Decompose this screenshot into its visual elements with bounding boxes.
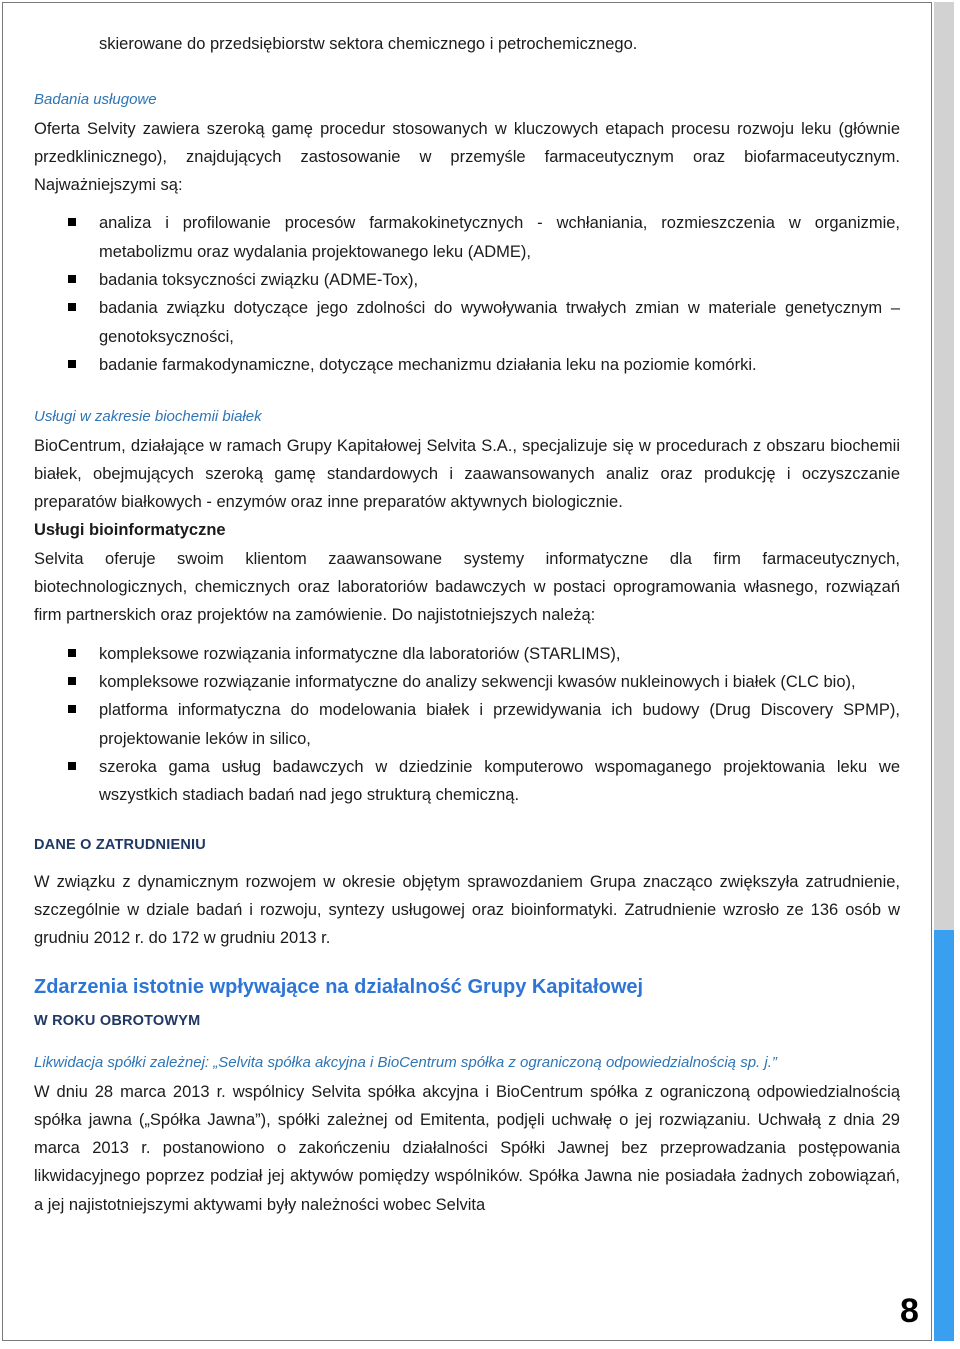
document-body	[34, 30, 900, 1219]
bullet-square-icon	[68, 677, 76, 685]
biochemia-title: Usługi w zakresie biochemii białek	[34, 408, 262, 426]
list-item: badania związku dotyczące jego zdolności do wywoływania trwałych zmian w materiale genetycznym – genotoksyczności,	[34, 294, 900, 351]
likwidacja-title: Likwidacja spółki zależnej: „Selvita spółka akcyjna i BioCentrum spółka z ograniczoną odpowiedzialnością sp. j.”	[34, 1054, 777, 1072]
bullet-square-icon	[68, 218, 76, 226]
badania-paragraph: Oferta Selvity zawiera szeroką gamę procedur stosowanych w kluczowych etapach procesu rozwoju leku (głównie przedklinicznego), znajdujących zastosowanie w przemyśle farmaceutycznym oraz biofarmaceutycznym. Najważniejszymi są:	[34, 119, 900, 195]
bioinformatyka-list	[34, 640, 900, 810]
bullet-square-icon	[68, 762, 76, 770]
bioinformatyka-paragraph: Selvita oferuje swoim klientom zaawansowane systemy informatyczne dla firm farmaceutycznych, biotechnologicznych, chemicznych oraz laboratoriów badawczych w postaci oprogramowania własnego, rozwiązań firm partnerskich oraz projektów na zamówienie. Do najistotniejszych należą:	[34, 549, 900, 625]
badania-list	[34, 209, 900, 379]
list-item: badanie farmakodynamiczne, dotyczące mechanizmu działania leku na poziomie komórki.	[34, 351, 900, 379]
zdarzenia-paragraph: W dniu 28 marca 2013 r. wspólnicy Selvita spółka akcyjna i BioCentrum spółka z ograniczoną odpowiedzialnością spółka jawna („Spółka Jawna”), spółki zależnej od Emitenta, podjęli uchwałę o jej rozwiązaniu. Uchwałą z dnia 29 marca 2013 r. postanowiono o zakończeniu działalności Spółki Jawnej bez przeprowadzania postępowania likwidacyjnego poprzez podział jej aktywów pomiędzy wspólników. Spółka Jawna nie posiadała żadnych zobowiązań, a jej najistotniejszymi aktywami były należności wobec Selvita	[34, 1082, 900, 1214]
bullet-square-icon	[68, 649, 76, 657]
list-item: analiza i profilowanie procesów farmakokinetycznych - wchłaniania, rozmieszczenia w organizmie, metabolizmu oraz wydalania projektowanego leku (ADME),	[34, 209, 900, 266]
zdarzenia-title: Zdarzenia istotnie wpływające na działalność Grupy Kapitałowej	[34, 975, 644, 998]
list-item: badania toksyczności związku (ADME-Tox),	[34, 266, 900, 294]
zdarzenia-subtitle: W ROKU OBROTOWYM	[34, 1012, 201, 1029]
bullet-square-icon	[68, 275, 76, 283]
bullet-square-icon	[68, 303, 76, 311]
bullet-square-icon	[68, 360, 76, 368]
side-bar-blue	[934, 930, 954, 1341]
bioinformatyka-title: Usługi bioinformatyczne	[34, 521, 226, 540]
list-item: kompleksowe rozwiązanie informatyczne do analizy sekwencji kwasów nukleinowych i białek (CLC bio),	[34, 668, 900, 696]
biochemia-paragraph: BioCentrum, działające w ramach Grupy Kapitałowej Selvita S.A., specjalizuje się w procedurach z obszaru biochemii białek, obejmujących szeroką gamę standardowych i zaawansowanych analiz oraz produkcję i oczyszczanie preparatów białkowych - enzymów oraz inne preparatów aktywnych biologicznie.	[34, 436, 900, 512]
bullet-square-icon	[68, 705, 76, 713]
zatrudnienie-paragraph: W związku z dynamicznym rozwojem w okresie objętym sprawozdaniem Grupa znacząco zwiększyła zatrudnienie, szczególnie w dziale badań i rozwoju, syntezy usługowej oraz bioinformatyki. Zatrudnienie wzrosło ze 136 osób w grudniu 2012 r. do 172 w grudniu 2013 r.	[34, 872, 900, 948]
intro-line: skierowane do przedsiębiorstw sektora chemicznego i petrochemicznego.	[99, 35, 638, 53]
list-item: platforma informatyczna do modelowania białek i przewidywania ich budowy (Drug Discovery SPMP), projektowanie leków in silico,	[34, 696, 900, 753]
zatrudnienie-title: DANE O ZATRUDNIENIU	[34, 837, 206, 854]
badania-title: Badania usługowe	[34, 91, 157, 109]
page-number: 8	[900, 1292, 919, 1330]
list-item: szeroka gama usług badawczych w dziedzinie komputerowo wspomaganego projektowania leku we wszystkich stadiach badań nad jego strukturą chemiczną.	[34, 753, 900, 810]
list-item: kompleksowe rozwiązania informatyczne dla laboratoriów (STARLIMS),	[34, 640, 900, 668]
